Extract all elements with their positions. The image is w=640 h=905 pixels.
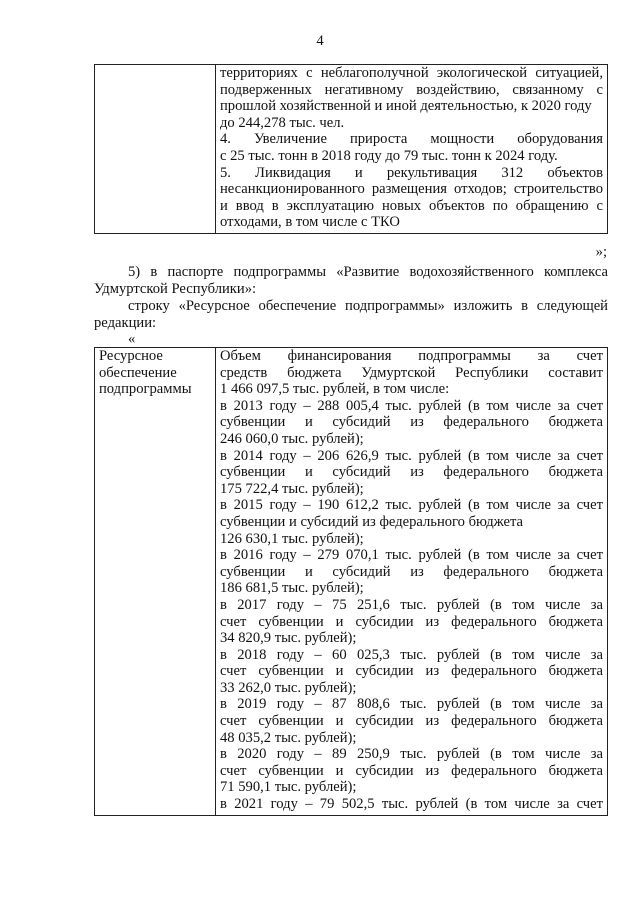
table-row xyxy=(95,348,608,816)
text-line: счет субвенции и субсидии из федерального бюджета xyxy=(220,613,603,630)
text-line: в 2014 году – 206 626,9 тыс. рублей (в том числе за счет xyxy=(220,447,603,464)
text-line: в 2021 году – 79 502,5 тыс. рублей (в том числе за счет xyxy=(220,796,603,813)
text-line: прошлой хозяйственной и иной деятельностью, к 2020 году xyxy=(220,98,592,115)
label-line: Ресурсное xyxy=(99,348,163,364)
table-cell-text xyxy=(216,348,608,816)
paragraph-resource-row xyxy=(94,298,608,331)
text-line: подверженных негативному воздействию, связанному с xyxy=(220,81,603,98)
table-cell-text xyxy=(216,65,608,234)
text-line: отходами, в том числе с ТКО xyxy=(220,214,400,231)
text-line: 4. Увеличение прироста мощности оборудования xyxy=(220,131,603,148)
text-line: с 25 тыс. тонн в 2018 году до 79 тыс. тонн к 2024 году. xyxy=(220,147,558,164)
text-line: в 2018 году – 60 025,3 тыс. рублей (в том числе за xyxy=(220,646,603,663)
text-line: счет субвенции и субсидии из федерального бюджета xyxy=(220,713,603,730)
text-line: до 244,278 тыс. чел. xyxy=(220,114,345,131)
text-line: в 2019 году – 87 808,6 тыс. рублей (в том числе за xyxy=(220,696,603,713)
table-cell-label xyxy=(95,65,216,234)
text-line: субвенции и субсидий из федерального бюджета xyxy=(220,414,603,431)
text-line: 126 630,1 тыс. рублей); xyxy=(220,530,364,547)
page-number: 4 xyxy=(316,33,324,49)
text-line: в 2020 году – 89 250,9 тыс. рублей (в том числе за xyxy=(220,746,603,763)
text-line: субвенции и субсидий из федерального бюджета xyxy=(220,464,603,481)
text-line: 175 722,4 тыс. рублей); xyxy=(220,480,364,497)
text-line: 1 466 097,5 тыс. рублей, в том числе: xyxy=(220,381,450,398)
text-line: в 2017 году – 75 251,6 тыс. рублей (в том числе за xyxy=(220,596,603,613)
text-line: субвенции и субсидий из федерального бюджета xyxy=(220,563,603,580)
text-line: субвенции и субсидий из федерального бюджета xyxy=(220,513,524,530)
table-row xyxy=(95,65,608,234)
paragraph-subprogram-passport xyxy=(94,264,608,297)
text-line: 71 590,1 тыс. рублей); xyxy=(220,779,357,796)
text-line: средств бюджета Удмуртской Республики составит xyxy=(220,364,603,381)
resource-table xyxy=(94,347,608,816)
text-line: в 2016 году – 279 070,1 тыс. рублей (в том числе за счет xyxy=(220,547,603,564)
text-line: и ввод в эксплуатацию новых объектов по обращению с xyxy=(220,197,603,214)
text-line: строку «Ресурсное обеспечение подпрограммы» изложить в следующей xyxy=(128,298,608,314)
text-line: территориях с неблагополучной экологической ситуацией, xyxy=(220,65,603,81)
text-line: несанкционированного размещения отходов; строительство xyxy=(220,181,603,198)
opening-quote-mark: « xyxy=(128,331,136,347)
text-line: счет субвенции и субсидии из федерального бюджета xyxy=(220,663,603,680)
label-line: обеспечение xyxy=(99,364,177,381)
targets-table xyxy=(94,64,608,234)
text-line: счет субвенции и субсидии из федерального бюджета xyxy=(220,762,603,779)
closing-quote-mark: »; xyxy=(595,244,607,260)
text-line: 5. Ликвидация и рекультивация 312 объектов xyxy=(220,164,603,181)
text-line: 186 681,5 тыс. рублей); xyxy=(220,580,364,597)
text-line: Удмуртской Республики»: xyxy=(94,280,257,297)
text-line: 48 035,2 тыс. рублей); xyxy=(220,729,357,746)
text-line: в 2013 году – 288 005,4 тыс. рублей (в том числе за счет xyxy=(220,397,603,414)
text-line: Объем финансирования подпрограммы за счет xyxy=(220,348,603,364)
text-line: в 2015 году – 190 612,2 тыс. рублей (в том числе за счет xyxy=(220,497,603,514)
table-cell-label xyxy=(95,348,216,816)
text-line: 34 820,9 тыс. рублей); xyxy=(220,630,357,647)
label-line: подпрограммы xyxy=(99,381,192,398)
text-line: 33 262,0 тыс. рублей); xyxy=(220,679,357,696)
text-line: 5) в паспорте подпрограммы «Развитие водохозяйственного комплекса xyxy=(128,264,608,280)
text-line: редакции: xyxy=(94,314,157,331)
text-line: 246 060,0 тыс. рублей); xyxy=(220,430,364,447)
